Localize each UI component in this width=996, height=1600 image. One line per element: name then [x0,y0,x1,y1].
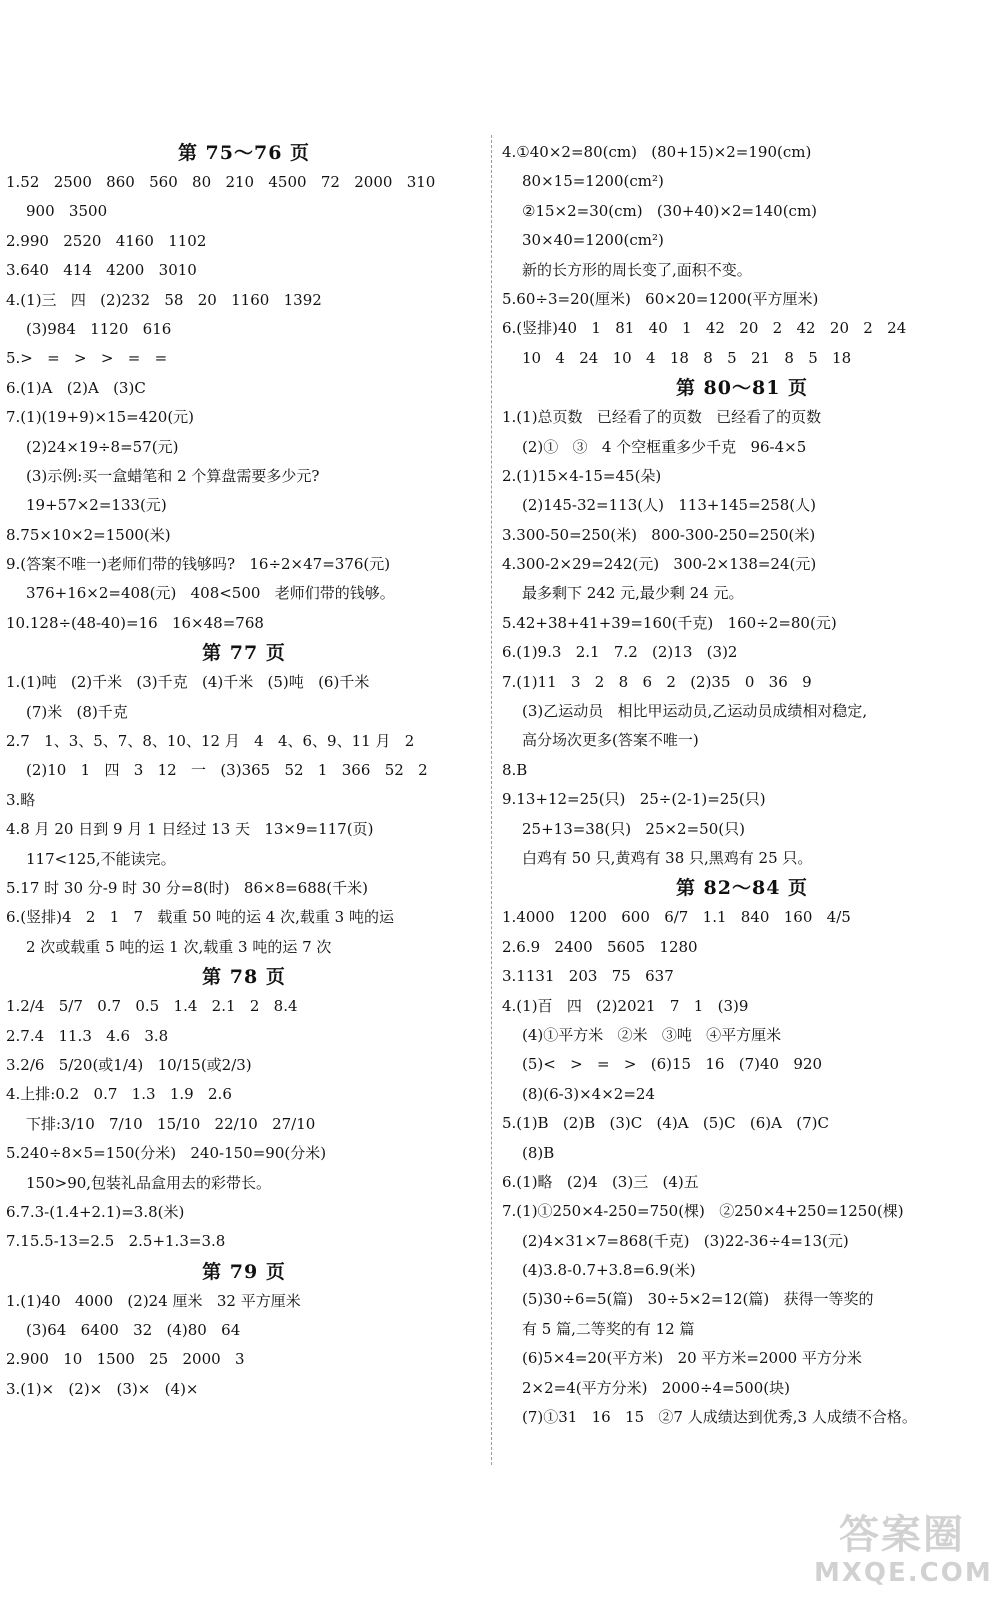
answer-line-continued: 10 4 24 10 4 18 8 5 21 8 5 18 [522,348,852,367]
answer-line: 1.2/4 5/7 0.7 0.5 1.4 2.1 2 8.4 [6,997,298,1016]
answer-line-continued: 19+57×2=133(元) [26,496,167,515]
answer-line-continued: (3)984 1120 616 [26,319,172,338]
answer-line-continued: (3)示例:买一盒蜡笔和 2 个算盘需要多少元? [26,466,320,485]
answer-line: 1.4000 1200 600 6/7 1.1 840 160 4/5 [502,908,851,927]
answer-line: 2.900 10 1500 25 2000 3 [6,1350,245,1369]
answer-line-continued: 高分场次更多(答案不唯一) [522,731,699,750]
answer-line: 7.(1)(19+9)×15=420(元) [6,408,195,427]
answer-line-continued: (4)3.8-0.7+3.8=6.9(米) [522,1261,696,1280]
answer-line: 5.42+38+41+39=160(千克) 160÷2=80(元) [502,613,837,632]
watermark-title: 答案圈 [839,1512,965,1558]
answer-line-continued: (5)< > = > (6)15 16 (7)40 920 [522,1055,823,1074]
answer-line-continued: ②15×2=30(cm) (30+40)×2=140(cm) [522,201,818,220]
answer-line: 2.7.4 11.3 4.6 3.8 [6,1026,169,1045]
answer-line-continued: 新的长方形的周长变了,面积不变。 [522,260,752,279]
section-heading: 第 78 页 [202,966,286,989]
answer-line: 5.240÷8×5=150(分米) 240-150=90(分米) [6,1144,327,1163]
answer-line-continued: 有 5 篇,二等奖的有 12 篇 [522,1319,695,1338]
answer-line-continued: 下排:3/10 7/10 15/10 22/10 27/10 [26,1114,316,1133]
answer-line: 1.(1)吨 (2)千米 (3)千克 (4)千米 (5)吨 (6)千米 [6,673,370,692]
answer-line: 1.(1)40 4000 (2)24 厘米 32 平方厘米 [6,1291,301,1310]
answer-line: 3.(1)× (2)× (3)× (4)× [6,1379,199,1398]
answer-line: 4.(1)百 四 (2)2021 7 1 (3)9 [502,996,749,1015]
watermark-logo [814,1512,993,1596]
answer-line-continued: (8)(6-3)×4×2=24 [522,1084,655,1103]
answer-line: 3.1131 203 75 637 [502,967,674,986]
watermark-domain: MXQE.COM [814,1558,993,1588]
answer-line: 4.300-2×29=242(元) 300-2×138=24(元) [502,555,817,574]
answer-line: 3.300-50=250(米) 800-300-250=250(米) [502,525,816,544]
answer-line-continued: (3)64 6400 32 (4)80 64 [26,1321,241,1340]
answer-line: 3.640 414 4200 3010 [6,261,197,280]
answer-line: 7.(1)11 3 2 8 6 2 (2)35 0 36 9 [502,672,812,691]
answer-line: 5.> = > > = = [6,349,168,368]
answer-line: 9.13+12=25(只) 25÷(2-1)=25(只) [502,790,766,809]
answer-line: 9.(答案不唯一)老师们带的钱够吗? 16÷2×47=376(元) [6,555,391,574]
answer-line: 5.17 时 30 分-9 时 30 分=8(时) 86×8=688(千米) [6,878,369,897]
section-heading: 第 82～84 页 [675,877,809,900]
answer-line: 5.(1)B (2)B (3)C (4)A (5)C (6)A (7)C [502,1114,830,1133]
answer-line-continued: 376+16×2=408(元) 408<500 老师们带的钱够。 [26,584,395,603]
section-heading: 第 75～76 页 [177,142,311,164]
answer-line: 4.(1)三 四 (2)232 58 20 1160 1392 [6,290,322,309]
answer-line-continued: 117<125,不能读完。 [26,849,176,868]
answer-line-continued: (7)①31 16 15 ②7 人成绩达到优秀,3 人成绩不合格。 [522,1408,917,1427]
answer-line-continued: (6)5×4=20(平方米) 20 平方米=2000 平方分米 [522,1349,862,1368]
answer-line: 6.(1)A (2)A (3)C [6,378,146,397]
answer-line-continued: 150>90,包装礼品盒用去的彩带长。 [26,1173,272,1192]
answer-line: 6.7.3-(1.4+2.1)=3.8(米) [6,1202,185,1221]
answer-line: 4.上排:0.2 0.7 1.3 1.9 2.6 [6,1085,232,1104]
answer-line: 6.(竖排)40 1 81 40 1 42 20 2 42 20 2 24 [502,319,907,338]
answer-line-continued: (7)米 (8)千克 [26,702,128,721]
answer-line: 8.75×10×2=1500(米) [6,525,171,544]
answer-line: 2.990 2520 4160 1102 [6,231,207,250]
answer-line: 3.2/6 5/20(或1/4) 10/15(或2/3) [6,1055,252,1074]
answer-line: 7.15.5-13=2.5 2.5+1.3=3.8 [6,1232,226,1251]
answer-line-continued: (4)①平方米 ②米 ③吨 ④平方厘米 [522,1025,782,1044]
answer-line: 6.(1)9.3 2.1 7.2 (2)13 (3)2 [502,643,738,662]
answer-line-continued: 30×40=1200(cm²) [522,231,664,250]
answer-line: 1.52 2500 860 560 80 210 4500 72 2000 310 [6,173,436,191]
answer-line-continued: 25+13=38(只) 25×2=50(只) [522,819,745,838]
answer-line: 2.(1)15×4-15=45(朵) [502,466,662,485]
answer-line: 6.(竖排)4 2 1 7 载重 50 吨的运 4 次,载重 3 吨的运 [6,908,394,927]
answer-line-continued: (2)4×31×7=868(千克) (3)22-36÷4=13(元) [522,1231,849,1250]
answer-line-continued: 2×2=4(平方分米) 2000÷4=500(块) [522,1378,790,1397]
answer-line-continued: 最多剩下 242 元,最少剩 24 元。 [522,584,744,603]
answer-line: 6.(1)略 (2)4 (3)三 (4)五 [502,1172,699,1191]
answer-line: 2.6.9 2400 5605 1280 [502,937,698,956]
answer-line-continued: 900 3500 [26,202,108,221]
answer-line: 8.B [502,760,528,779]
answer-line-continued: (2)24×19÷8=57(元) [26,437,179,456]
answer-line-continued: (2)145-32=113(人) 113+145=258(人) [522,496,816,515]
section-heading: 第 77 页 [202,642,286,665]
answer-line-continued: 80×15=1200(cm²) [522,172,664,191]
answer-line: 5.60÷3=20(厘米) 60×20=1200(平方厘米) [502,289,819,308]
answer-line: 1.(1)总页数 已经看了的页数 已经看了的页数 [502,408,822,427]
answer-line-continued: (8)B [522,1143,555,1162]
answer-line: 7.(1)①250×4-250=750(棵) ②250×4+250=1250(棵) [502,1202,904,1221]
left-column [6,138,482,1404]
column-divider [491,135,492,1465]
answer-line-continued: (2)① ③ 4 个空框重多少千克 96-4×5 [522,437,807,456]
answer-line: 4.8 月 20 日到 9 月 1 日经过 13 天 13×9=117(页) [6,820,374,839]
answer-line: 10.128÷(48-40)=16 16×48=768 [6,613,264,632]
answer-line: 3.略 [6,790,36,809]
section-heading: 第 79 页 [202,1260,286,1283]
answer-line-continued: 2 次或载重 5 吨的运 1 次,载重 3 吨的运 7 次 [26,937,332,956]
right-column [502,138,982,1432]
answer-line-continued: (3)乙运动员 相比甲运动员,乙运动员成绩相对稳定, [522,702,868,721]
answer-line: 2.7 1、3、5、7、8、10、12 月 4 4、6、9、11 月 2 [6,732,415,751]
answer-line-continued: (2)10 1 四 3 12 一 (3)365 52 1 366 52 2 [26,761,428,780]
section-heading: 第 80～81 页 [675,377,809,400]
answer-line-continued: 白鸡有 50 只,黄鸡有 38 只,黑鸡有 25 只。 [522,848,813,867]
answer-line-continued: (5)30÷6=5(篇) 30÷5×2=12(篇) 获得一等奖的 [522,1290,874,1309]
answer-line: 4.①40×2=80(cm) (80+15)×2=190(cm) [502,143,812,161]
